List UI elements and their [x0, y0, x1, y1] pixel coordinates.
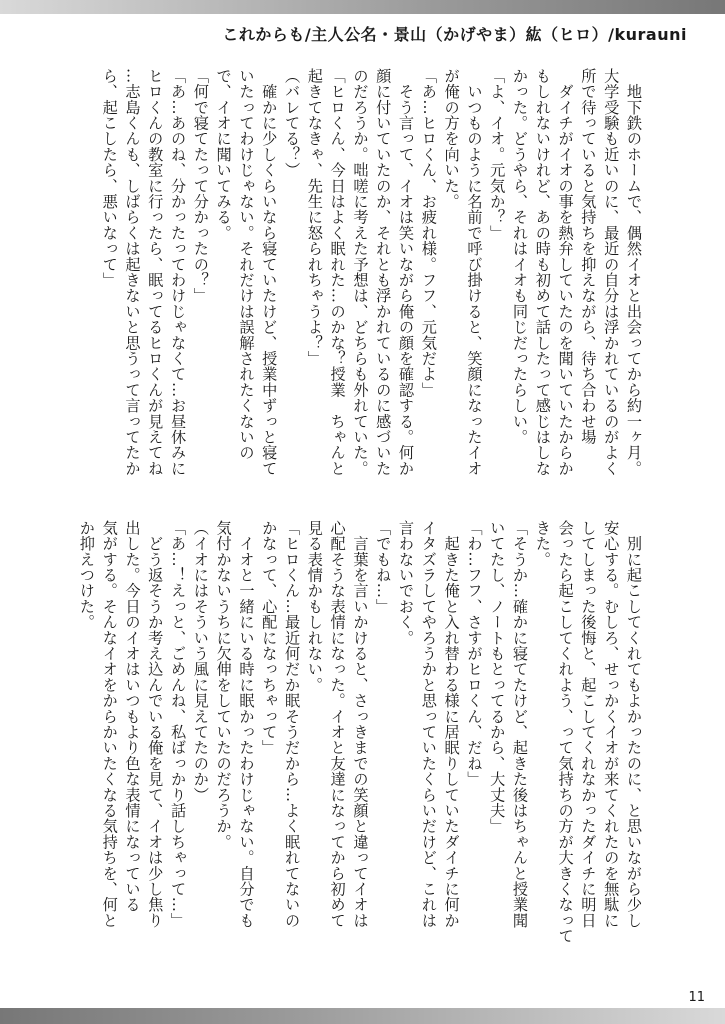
- text-line: 会ったら起こしてくれよう、って気持ちの方が大きくなって: [556, 520, 575, 944]
- text-line: 「でもね…」: [374, 520, 393, 615]
- text-line: で、イオに聞いてみる。: [214, 68, 233, 241]
- text-line: ヒロくんの教室に行ったら、眠ってるヒロくんが見えてね: [146, 68, 165, 477]
- text-line: 「よ、イオ。元気か？」: [488, 68, 507, 241]
- text-line: 所で待っていると気持ちを抑えながら、待ち合わせ場: [579, 68, 598, 445]
- text-line: 起きた俺と入れ替わる様に居眠りしていたダイチに何か: [442, 520, 461, 929]
- text-line: かなって、心配になっちゃって」: [260, 520, 279, 756]
- text-line: 「ヒロくん…最近何だか眠そうだから…よく眠れてないの: [283, 520, 302, 929]
- text-line: （バレてる？）: [283, 68, 302, 178]
- text-line: か抑えつけた。: [77, 520, 96, 630]
- text-line: どう返そうか考え込んでいる俺を見て、イオは少し焦り: [146, 520, 165, 929]
- text-line: 起きてなきゃ、先生に怒られちゃうよ？」: [305, 68, 324, 367]
- text-line: イタズラしてやろうかと思っていたくらいだけど、これは: [419, 520, 438, 929]
- text-line: してしまった後悔と、起こしてくれなかったダイチに明日: [579, 520, 598, 929]
- text-line: 安心する。むしろ、せっかくイオが来てくれたのを無駄に: [602, 520, 621, 929]
- text-line: 「あ…あのね、分かったってわけじゃなくて…お昼休みに: [169, 68, 188, 477]
- text-line: 確かに少しくらいなら寝ていたけど、授業中ずっと寝て: [260, 68, 279, 477]
- text-line: もしれないけれど、あの時も初めて話したって感じはしな: [533, 68, 552, 477]
- text-line: イオと一緒にいる時に眠かったわけじゃない。自分でも: [237, 520, 256, 929]
- top-decorative-bar: [0, 0, 725, 14]
- text-line: 地下鉄のホームで、偶然イオと出会ってから約一ヶ月。: [625, 68, 643, 477]
- text-line: 「ヒロくん、今日はよく眠れた…のかな？授業 ちゃんと: [328, 68, 347, 477]
- page-number: 11: [688, 990, 705, 1005]
- bottom-decorative-bar: [0, 1008, 725, 1024]
- page-header-title: これからも/主人公名・景山（かげやま）紘（ヒロ）/kurauni: [222, 25, 687, 44]
- text-line: いつものように名前で呼び掛けると、笑顔になったイオ: [465, 68, 484, 477]
- text-line: 別に起こしてくれてもよかったのに、と思いながら少し: [625, 520, 643, 929]
- text-line: かった。どうやら、それはイオも同じだったらしい。: [511, 68, 530, 445]
- text-line: が俺の方を向いた。: [442, 68, 461, 210]
- text-line: 大学受験も近いのに、最近の自分は浮かれているのがよく: [602, 68, 621, 477]
- text-line: きた。: [533, 520, 552, 568]
- text-line: 見る表情かもしれない。: [305, 520, 324, 693]
- text-line: 心配そうな表情になった。イオと友達になってから初めて: [328, 520, 347, 929]
- text-line: 顔に付いていたのか、それとも浮かれているのに感づいた: [374, 68, 393, 477]
- text-line: 気がする。そんなイオをからかいたくなる気持ちを、何と: [100, 520, 119, 929]
- top-text-section: [85, 68, 645, 500]
- text-line: …志島くんも、しばらくは起きないと思うって言ってたか: [123, 68, 142, 477]
- text-line: 「何で寝てたって分かったの？」: [191, 68, 210, 304]
- text-line: （イオにはそういう風に見えてたのか）: [191, 520, 210, 803]
- text-line: 「わ…フフ、さすがヒロくん、だね」: [465, 520, 484, 787]
- text-line: 気付かないうちに欠伸をしていたのだろうか。: [214, 520, 233, 850]
- bottom-text-section: [77, 520, 645, 960]
- text-line: いてたし、ノートもとってるから、大丈夫」: [488, 520, 507, 834]
- text-line: 出した。今日のイオはいつもより色な表情になっている: [123, 520, 142, 913]
- text-line: ダイチがイオの事を熱弁していたのを聞いていたからか: [556, 68, 575, 477]
- text-line: 「そうか…確かに寝てたけど、起きた後はちゃんと授業聞: [511, 520, 530, 929]
- text-line: 「あ…ヒロくん、お疲れ様。フフ、元気だよ」: [419, 68, 438, 398]
- text-line: のだろうか。咄嗟に考えた予想は、どちらも外れていた。: [351, 68, 370, 477]
- text-line: 言葉を言いかけると、さっきまでの笑顔と違ってイオは: [351, 520, 370, 929]
- text-line: 言わないでおく。: [397, 520, 416, 646]
- text-line: そう言って、イオは笑いながら俺の顔を確認する。何か: [397, 68, 416, 477]
- text-line: 「あ…！えっと、ごめんね、私ばっかり話しちゃって…」: [169, 520, 188, 929]
- text-line: ら、起こしたら、悪いなって」: [100, 68, 119, 288]
- text-line: いたってわけじゃない。それだけは誤解されたくないの: [237, 68, 256, 461]
